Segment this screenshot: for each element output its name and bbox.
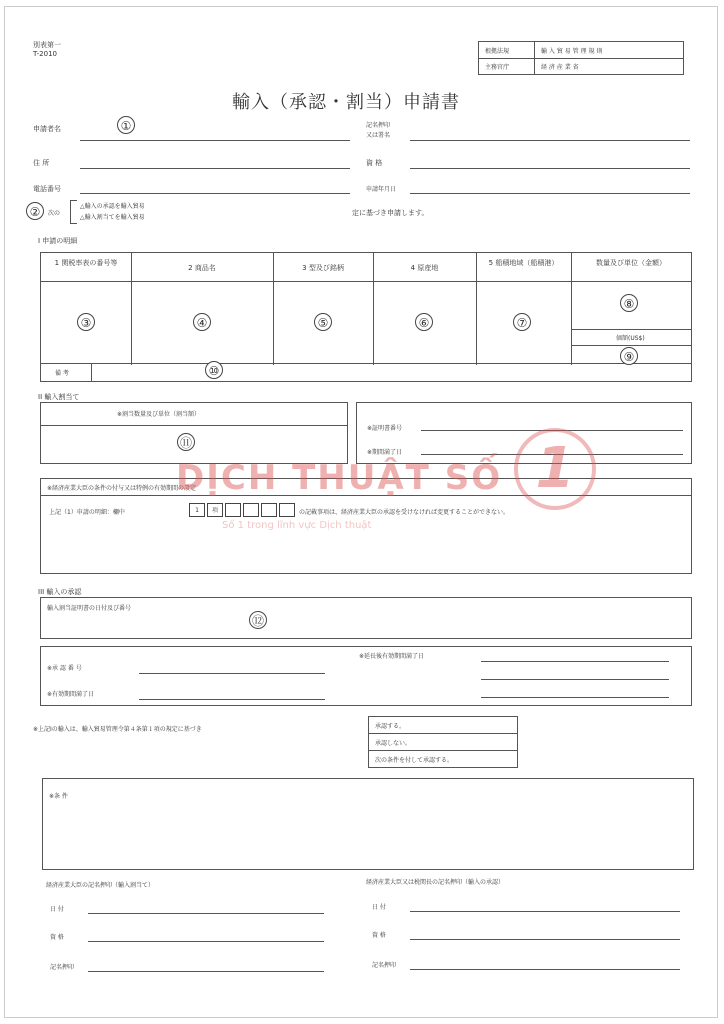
section3-title: III 輸入の承認 <box>38 588 82 596</box>
extended-expiry-field-2[interactable] <box>481 679 669 680</box>
form-id-line2: T-2010 <box>33 50 57 58</box>
phone-field[interactable] <box>80 193 350 194</box>
condition-box-4[interactable] <box>243 503 259 517</box>
sig-right-seal-field[interactable] <box>410 969 680 970</box>
phone-label: 電話番号 <box>33 185 61 193</box>
extended-expiry-label: ※延長後有効期間満了日 <box>359 653 425 660</box>
watermark-text: DỊCH THUẬT SỐ <box>176 458 503 498</box>
conditions-box[interactable] <box>42 778 694 870</box>
sig-left-date-field[interactable] <box>88 913 324 914</box>
option-reject[interactable]: 承認しない。 <box>375 740 412 747</box>
watermark-logo <box>514 428 596 510</box>
sig-left-seal-field[interactable] <box>88 971 324 972</box>
options-prefix: 次の <box>48 210 61 217</box>
marker-8: ⑧ <box>620 294 638 312</box>
seal-field[interactable] <box>410 140 690 141</box>
seal-label-2: 又は署名 <box>366 132 391 139</box>
sig-right-date-field[interactable] <box>410 911 680 912</box>
condition-box-5[interactable] <box>261 503 277 517</box>
sig-left-title: 経済産業大臣の記名押印（輸入割当て） <box>46 882 155 889</box>
remarks-label: 備 考 <box>55 370 69 377</box>
sig-left-seal-label: 記名押印 <box>50 964 75 971</box>
section1-table <box>40 252 692 382</box>
extended-expiry-field-3[interactable] <box>481 697 669 698</box>
date-label: 申請年月日 <box>366 186 397 193</box>
condition-note: の記載事項は、経済産業大臣の承認を受けなければ変更することができない。 <box>299 509 510 516</box>
marker-12: ⑫ <box>249 611 267 629</box>
quota-cert-ref-label: 輸入割当証明書の日付及び番号 <box>47 605 132 612</box>
conditions-label: ※条 件 <box>49 793 68 800</box>
option-import-approval[interactable]: △輸入の承認を輸入貿易 <box>80 203 145 210</box>
approval-expiry-field[interactable] <box>139 699 325 700</box>
approval-expiry-label: ※有効期間満了日 <box>47 691 95 698</box>
agency-value-2: 経 済 産 業 省 <box>541 64 579 71</box>
agency-table <box>478 41 684 75</box>
approval-no-field[interactable] <box>139 673 325 674</box>
seal-label-1: 記名押印 <box>366 122 391 129</box>
header-model: 3 型及び銘柄 <box>302 264 344 272</box>
sig-left-position-label: 資 格 <box>50 934 64 941</box>
quota-cert-ref-box <box>40 597 692 639</box>
condition-row-label: 上記（1）申請の明細：欄中 <box>49 509 125 516</box>
sig-right-position-field[interactable] <box>410 939 680 940</box>
option-approve-with-conditions[interactable]: 次の条件を付して承認する。 <box>375 757 454 764</box>
options-bracket <box>70 200 77 224</box>
approval-no-label: ※承 認 番 号 <box>47 665 82 672</box>
quota-expiry-label: ※期間満了日 <box>367 449 403 456</box>
cert-no-label: ※証明書番号 <box>367 425 403 432</box>
watermark-logo-digit: 1 <box>535 436 575 501</box>
approval-clause: ※上記Ⅰの輸入は、輸入貿易管理令第４条第１項の規定に基づき <box>33 726 202 733</box>
condition-box-3[interactable] <box>225 503 241 517</box>
section2-title: II 輸入割当て <box>38 393 80 401</box>
address-label: 住 所 <box>33 159 50 167</box>
sig-left-date-label: 日 付 <box>50 906 64 913</box>
marker-1: ① <box>117 116 135 134</box>
section1-title: I 申請の明細 <box>38 237 78 245</box>
header-tariff: 1 関税率表の番号等 <box>54 259 118 267</box>
marker-9: ⑨ <box>620 347 638 365</box>
condition-grant-label: ※経済産業大臣の条件の付与又は特例の有効期間の設定 <box>47 485 197 492</box>
sig-right-position-label: 資 格 <box>372 932 386 939</box>
marker-4: ④ <box>193 313 211 331</box>
marker-2: ② <box>26 202 44 220</box>
quota-label: ※割当数量及び単位（割当額） <box>117 411 201 418</box>
marker-7: ⑦ <box>513 313 531 331</box>
condition-box-6[interactable] <box>279 503 295 517</box>
applicant-name-label: 申請者名 <box>33 125 61 133</box>
page-title: 輸入（承認・割当）申請書 <box>232 92 460 113</box>
sig-right-title: 経済産業大臣又は税関長の記名押印（輸入の承認） <box>366 879 505 886</box>
form-id <box>33 40 61 58</box>
address-field[interactable] <box>80 168 350 169</box>
value-usd-label: 価額(US$) <box>616 335 645 342</box>
condition-box-clause[interactable]: 項 <box>207 503 223 517</box>
sig-right-date-label: 日 付 <box>372 904 386 911</box>
extended-expiry-field-1[interactable] <box>481 661 669 662</box>
marker-10: ⑩ <box>205 361 223 379</box>
marker-5: ⑤ <box>314 313 332 331</box>
marker-3: ③ <box>77 313 95 331</box>
header-shipping: 5 船積地域（船積港） <box>488 259 559 267</box>
applicant-name-field[interactable] <box>80 140 350 141</box>
sig-right-seal-label: 記名押印 <box>372 962 397 969</box>
approval-box <box>40 646 692 706</box>
watermark-subtext: Số 1 trong lĩnh vực Dịch thuật <box>222 520 372 531</box>
sig-left-position-field[interactable] <box>88 941 324 942</box>
approval-options-box <box>368 716 518 768</box>
header-origin: 4 原産地 <box>410 264 439 272</box>
position-field[interactable] <box>410 168 690 169</box>
quota-box <box>40 402 348 464</box>
form-id-line1: 別表第一 <box>33 41 61 49</box>
option-approve[interactable]: 承認する。 <box>375 723 406 730</box>
options-suffix: 定に基づき申請します。 <box>352 209 429 217</box>
agency-label-1: 根拠法規 <box>485 48 510 55</box>
condition-box-item[interactable]: 1 <box>189 503 205 517</box>
header-quantity: 数量及び単位（金額） <box>596 259 666 267</box>
date-field[interactable] <box>410 193 690 194</box>
marker-6: ⑥ <box>415 313 433 331</box>
header-product: 2 商品名 <box>188 264 216 272</box>
agency-value-1: 輸 入 貿 易 管 理 規 則 <box>541 48 603 55</box>
option-import-quota[interactable]: △輸入割当てを輸入貿易 <box>80 214 145 221</box>
marker-11: ⑪ <box>177 433 195 451</box>
agency-label-2: 主務官庁 <box>485 64 510 71</box>
position-label: 資 格 <box>366 159 383 167</box>
